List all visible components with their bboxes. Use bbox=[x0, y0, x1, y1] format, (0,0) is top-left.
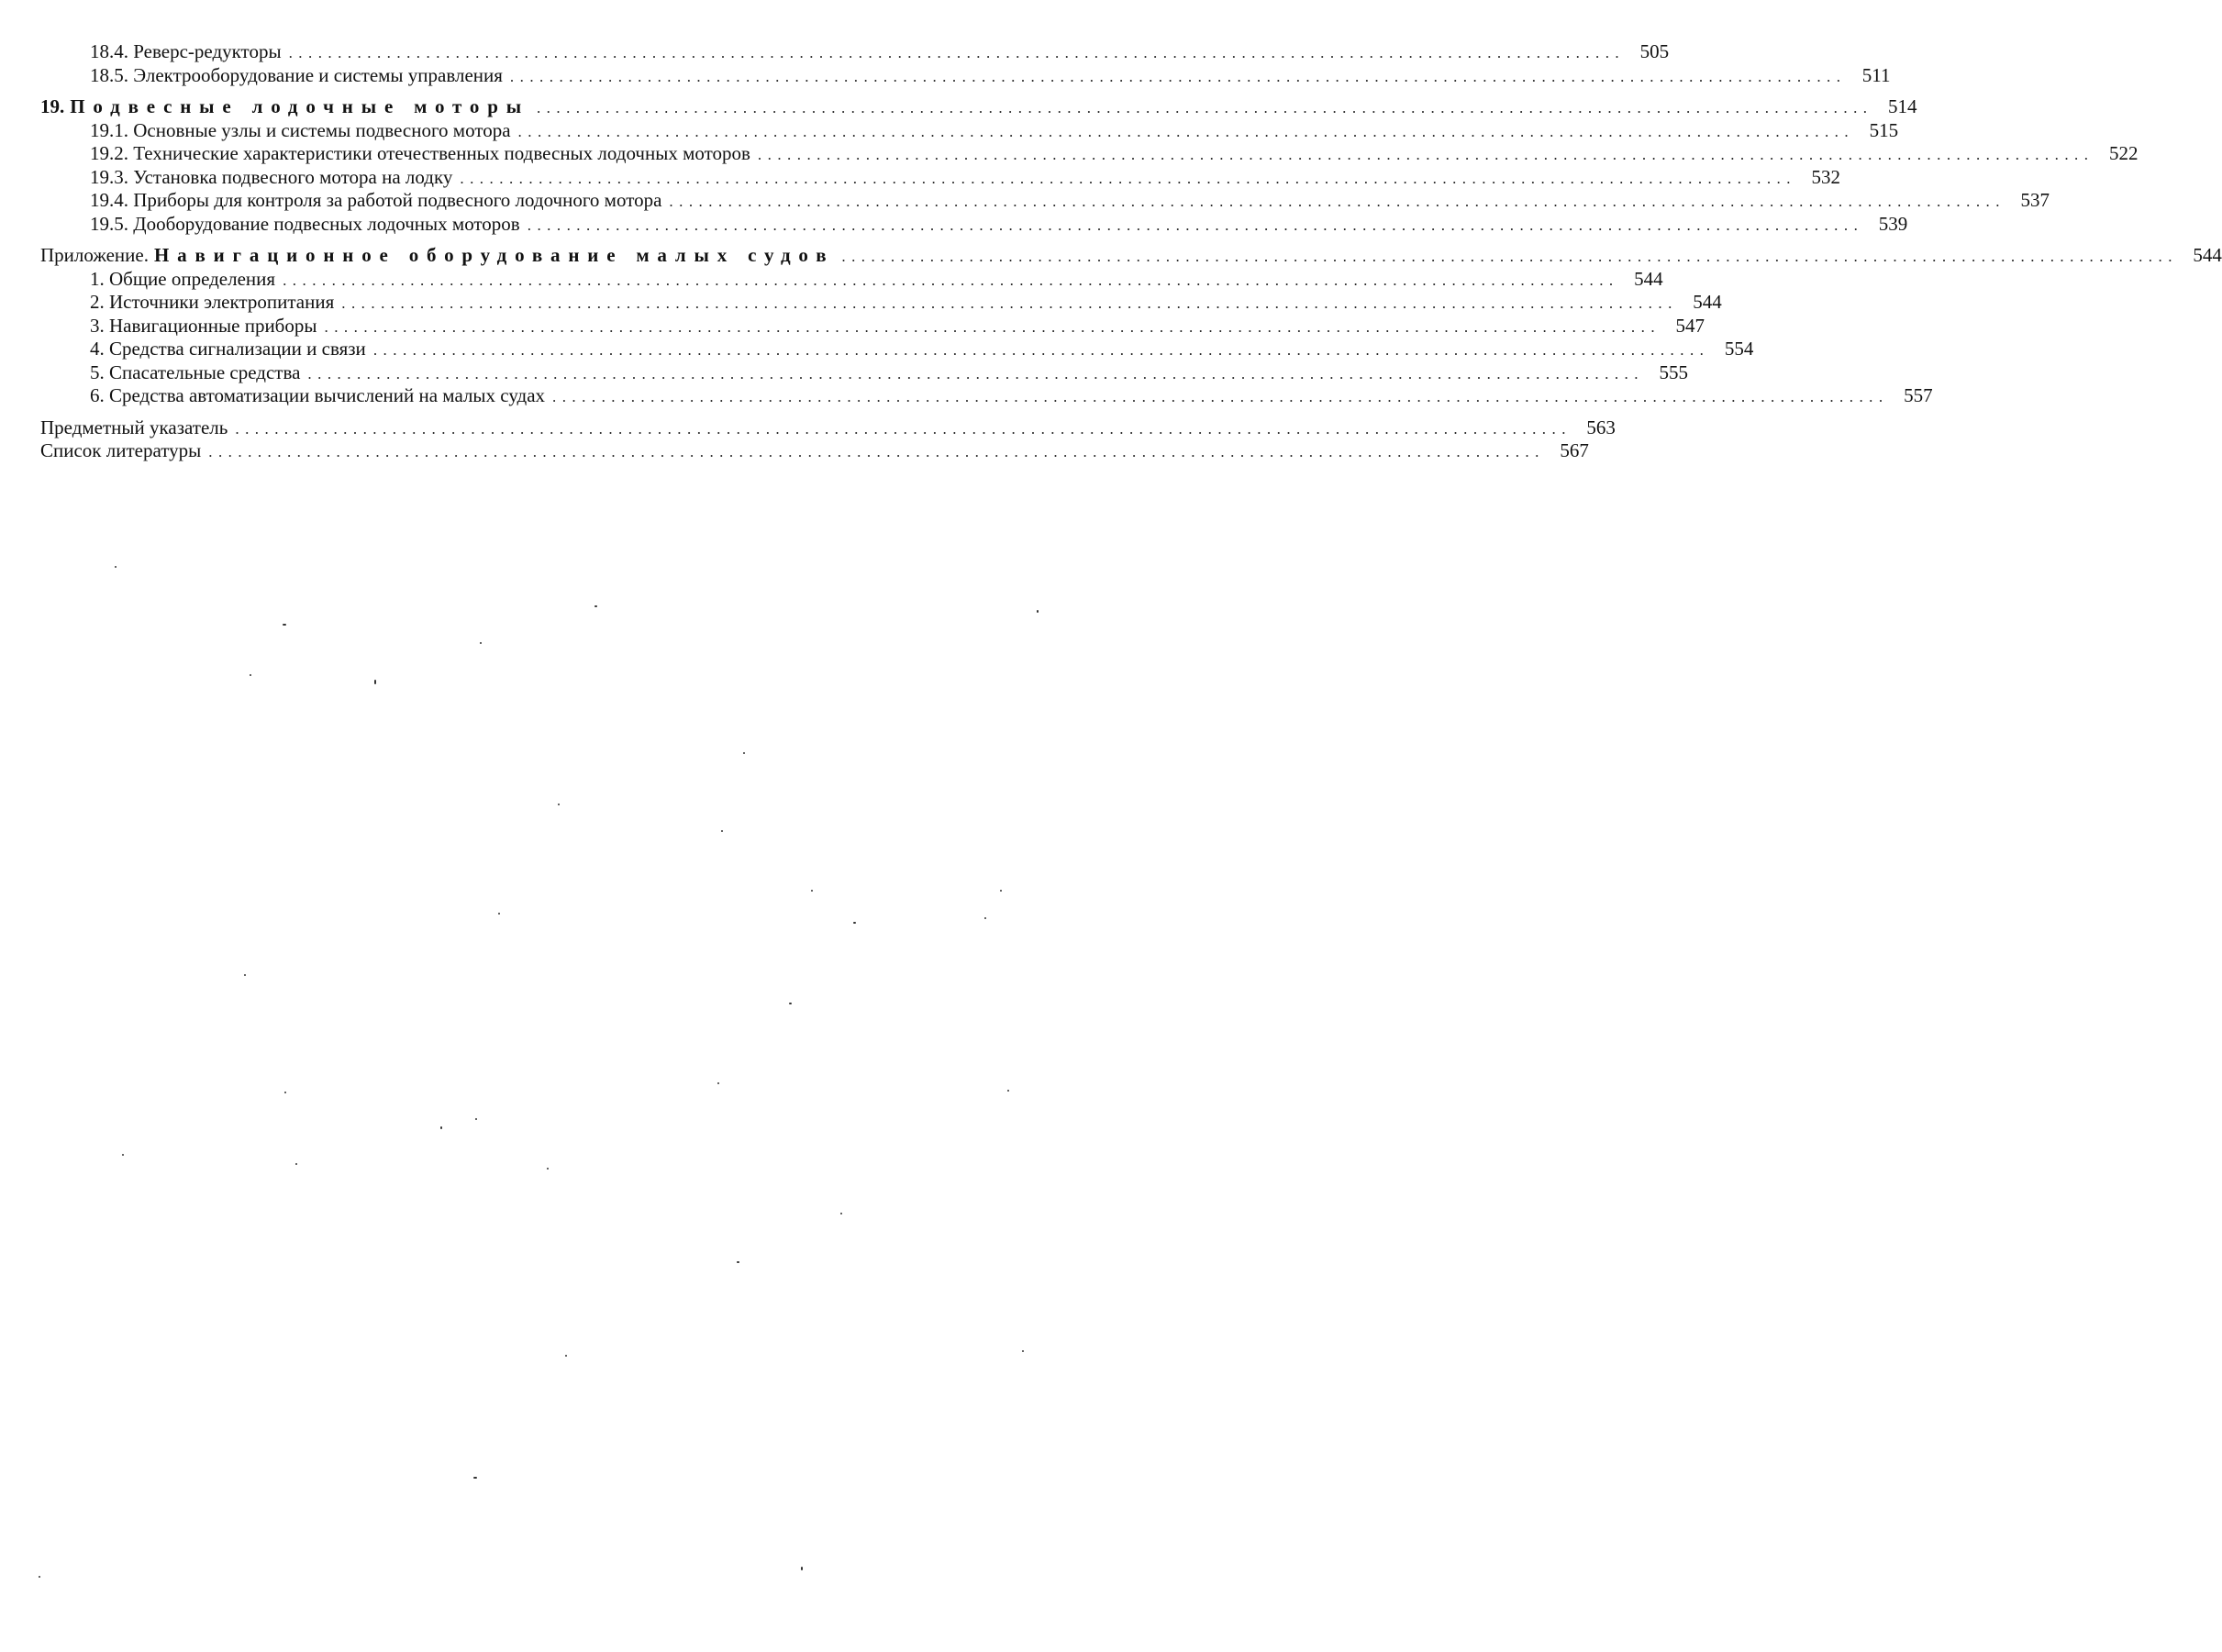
dot-leader: ........................................................................................................................................ bbox=[460, 169, 1796, 187]
toc-entry bbox=[40, 165, 1840, 190]
toc-appendix-title: Навигационное оборудование малых судов bbox=[153, 244, 835, 266]
toc-entry-title: 19.3. Установка подвесного мотора на лодку bbox=[90, 165, 453, 188]
scan-speck bbox=[717, 1082, 719, 1084]
toc-entry-page: 515 bbox=[1869, 118, 1899, 141]
scan-speck bbox=[984, 917, 986, 919]
toc-chapter-title: Подвесные лодочные моторы bbox=[70, 95, 529, 117]
scan-speck bbox=[283, 624, 286, 626]
toc-entry bbox=[40, 360, 1688, 385]
scan-speck bbox=[737, 1261, 739, 1263]
toc-entry-page: 554 bbox=[1724, 338, 1754, 360]
toc-entry-title: 3. Навигационные приборы bbox=[90, 314, 317, 337]
scan-speck bbox=[498, 913, 500, 915]
toc-entry-page: 537 bbox=[2020, 189, 2050, 211]
toc-appendix-prefix: Приложение. bbox=[40, 244, 149, 266]
toc-index-entry bbox=[40, 416, 1616, 440]
toc-entry-page: 532 bbox=[1811, 165, 1840, 188]
scan-speck bbox=[475, 1118, 477, 1120]
scan-speck bbox=[811, 890, 813, 892]
toc-entry bbox=[40, 63, 1891, 88]
scan-speck bbox=[473, 1477, 477, 1479]
scan-speck bbox=[1022, 1350, 1024, 1352]
scan-speck bbox=[244, 974, 246, 976]
scan-speck bbox=[1000, 890, 1002, 892]
toc-chapter bbox=[40, 95, 1917, 119]
scan-speck bbox=[295, 1163, 297, 1165]
scan-speck bbox=[374, 680, 376, 684]
scan-speck bbox=[122, 1154, 124, 1156]
dot-leader: ........................................................................................................................................ bbox=[283, 271, 1619, 289]
scan-speck bbox=[558, 804, 560, 805]
scan-speck bbox=[284, 1092, 286, 1093]
toc-entry bbox=[40, 189, 2050, 213]
toc-entry-title: 6. Средства автоматизации вычислений на малых судах bbox=[90, 384, 546, 406]
scan-speck bbox=[115, 566, 117, 568]
toc-entry bbox=[40, 314, 1705, 338]
toc-entry bbox=[40, 212, 1908, 237]
dot-leader: ........................................................................................................................................ bbox=[372, 341, 1710, 359]
dot-leader: ........................................................................................................................................ bbox=[208, 443, 1545, 460]
toc-entry bbox=[40, 40, 1670, 64]
toc-entry-title: 5. Спасательные средства bbox=[90, 360, 301, 383]
scan-speck bbox=[840, 1213, 842, 1214]
scan-speck bbox=[853, 922, 856, 924]
dot-leader: ........................................................................................................................................ bbox=[669, 193, 2005, 210]
scan-speck bbox=[547, 1168, 549, 1170]
toc-entry-page: 547 bbox=[1675, 314, 1705, 337]
toc-entry bbox=[40, 118, 1899, 143]
dot-leader: ........................................................................................................................................ bbox=[552, 388, 1889, 405]
scan-speck bbox=[1007, 1090, 1009, 1092]
toc-entry-title: 18.4. Реверс-редукторы bbox=[90, 40, 282, 62]
dot-leader: ........................................................................................................................................ bbox=[341, 294, 1678, 312]
toc-entry-title: 19.5. Дооборудование подвесных лодочных моторов bbox=[90, 212, 520, 235]
toc-entry-page: 557 bbox=[1904, 384, 1933, 406]
scan-speck bbox=[721, 830, 723, 832]
dot-leader: ........................................................................................................................................ bbox=[757, 146, 2094, 163]
toc-entry-page: 555 bbox=[1659, 360, 1688, 383]
scan-speck bbox=[789, 1003, 792, 1004]
toc-entry-page: 522 bbox=[2108, 142, 2139, 164]
toc-entry-title: 19.1. Основные узлы и системы подвесного мотора bbox=[90, 118, 511, 141]
toc-entry-title: 19.2. Технические характеристики отечественных подвесных лодочных моторов bbox=[90, 142, 750, 164]
scan-speck bbox=[743, 752, 745, 754]
toc-entry-title: 19.4. Приборы для контроля за работой подвесного лодочного мотора bbox=[90, 189, 662, 211]
scan-speck bbox=[1037, 610, 1039, 613]
toc-entry bbox=[40, 338, 1754, 361]
toc-entry-title: Список литературы bbox=[40, 439, 202, 461]
toc-entry-title: 4. Средства сигнализации и связи bbox=[90, 338, 366, 360]
toc-entry bbox=[40, 267, 1663, 292]
scan-speck bbox=[39, 1576, 40, 1578]
toc-entry-page: 505 bbox=[1639, 40, 1670, 62]
scan-speck bbox=[565, 1355, 567, 1357]
scan-speck bbox=[801, 1567, 803, 1570]
dot-leader: ........................................................................................................................................ bbox=[517, 122, 1855, 140]
toc-entry-page: 567 bbox=[1560, 439, 1589, 461]
toc-entry-page: 544 bbox=[2193, 244, 2222, 266]
scan-speck bbox=[594, 605, 597, 607]
toc-entry-page: 514 bbox=[1888, 95, 1917, 117]
dot-leader: ........................................................................................................................................ bbox=[509, 67, 1847, 85]
toc-entry-title: 18.5. Электрооборудование и системы управления bbox=[90, 63, 503, 86]
toc-appendix bbox=[40, 244, 2222, 268]
toc-entry bbox=[40, 291, 1722, 315]
dot-leader: ........................................................................................................................................ bbox=[527, 216, 1864, 234]
toc-entry-page: 539 bbox=[1878, 212, 1908, 235]
scan-speck bbox=[250, 674, 251, 676]
toc-entry-page: 563 bbox=[1586, 416, 1616, 438]
table-of-contents bbox=[40, 40, 2222, 463]
dot-leader: ........................................................................................................................................ bbox=[307, 364, 1644, 383]
dot-leader: ........................................................................................................................................ bbox=[536, 99, 1873, 116]
toc-entry-page: 544 bbox=[1693, 291, 1722, 313]
toc-entry-page: 511 bbox=[1861, 63, 1891, 86]
dot-leader: ........................................................................................................................................ bbox=[324, 317, 1661, 336]
toc-entry bbox=[40, 384, 1933, 408]
toc-entry-page: 544 bbox=[1634, 267, 1663, 290]
dot-leader: ........................................................................................................................................ bbox=[288, 44, 1626, 61]
toc-entry-title: Предметный указатель bbox=[40, 416, 228, 438]
dot-leader: ........................................................................................................................................ bbox=[235, 419, 1572, 438]
toc-chapter-number: 19. bbox=[40, 95, 65, 117]
toc-entry-title: 1. Общие определения bbox=[90, 267, 276, 290]
scan-speck bbox=[440, 1126, 442, 1129]
dot-leader: ........................................................................................................................................ bbox=[841, 248, 2178, 265]
toc-entry-title: 2. Источники электропитания bbox=[90, 291, 335, 313]
scan-speck bbox=[480, 642, 482, 644]
toc-entry bbox=[40, 142, 2139, 166]
toc-bibliography-entry bbox=[40, 439, 1589, 463]
